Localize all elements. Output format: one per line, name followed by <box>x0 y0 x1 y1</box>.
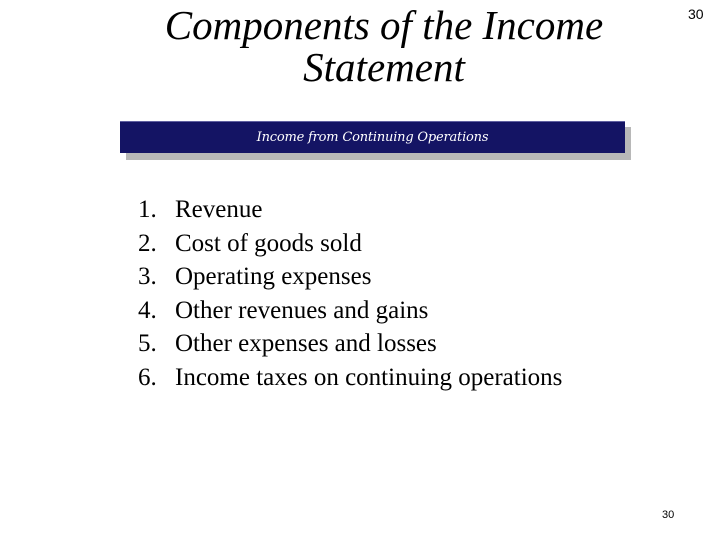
slide-title-line-2: Statement <box>303 44 465 90</box>
page-number-top: 30 <box>688 6 704 22</box>
list-item-number: 2. <box>138 229 157 257</box>
list-item-text: Income taxes on continuing operations <box>175 363 563 391</box>
list-item <box>138 260 562 294</box>
list-item-number: 3. <box>138 263 157 290</box>
list-item-text: Other expenses and losses <box>175 330 437 357</box>
list-item-text: Operating expenses <box>175 263 372 290</box>
section-banner-label: Income from Continuing Operations <box>256 130 489 145</box>
list-item <box>138 227 562 261</box>
list-item-number: 4. <box>138 296 157 324</box>
components-list <box>138 193 562 394</box>
list-item-text: Cost of goods sold <box>175 229 362 257</box>
list-item-number: 1. <box>138 196 157 223</box>
slide-title-line-1: Components of the Income <box>164 2 604 48</box>
page-number-bottom: 30 <box>662 509 675 521</box>
list-item-text: Revenue <box>175 196 263 223</box>
slide-title <box>120 4 648 88</box>
list-item-number: 5. <box>138 330 157 357</box>
list-item <box>138 327 562 361</box>
section-banner <box>120 121 625 153</box>
list-item-text: Other revenues and gains <box>175 296 429 324</box>
list-item-number: 6. <box>138 363 157 391</box>
list-item <box>138 361 562 395</box>
list-item <box>138 294 562 328</box>
list-item <box>138 193 562 227</box>
